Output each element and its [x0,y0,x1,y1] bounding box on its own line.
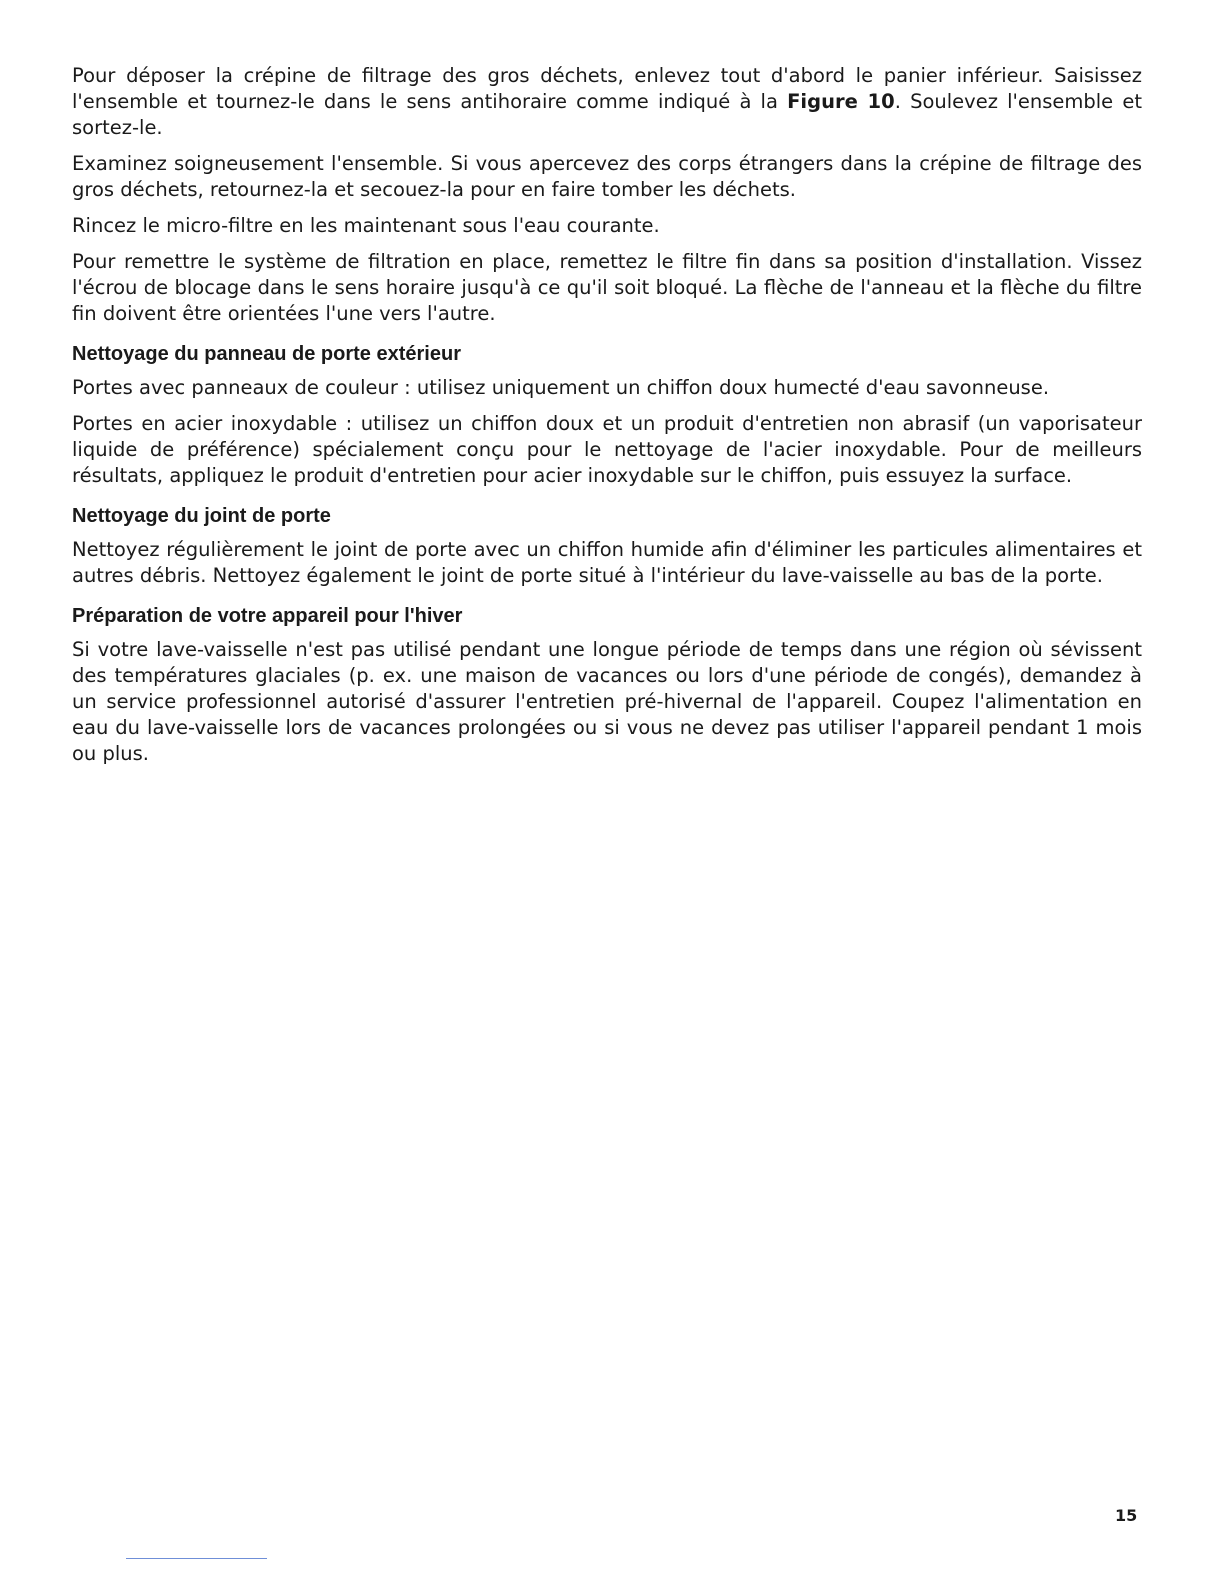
paragraph-examine-assembly: Examinez soigneusement l'ensemble. Si vous apercevez des corps étrangers dans la crépine de filtrage des gros déchets, retournez-la et secouez-la pour en faire tomber les déchets. [72,152,1142,201]
paragraph-stainless-doors: Portes en acier inoxydable : utilisez un chiffon doux et un produit d'entretien non abrasif (un vaporisateur liquide de préférence) spécialement conçu pour le nettoyage de l'acier inoxydable. Pour de meilleurs résultats, appliquez le produit d'entretien pour acier inoxydable sur le chiffon, puis essuyez la surface. [72,412,1142,487]
document-body [72,63,1142,777]
footer-divider [126,1558,267,1559]
paragraph-rinse-microfilter: Rincez le micro-filtre en les maintenant sous l'eau courante. [72,214,660,237]
paragraph-colored-doors: Portes avec panneaux de couleur : utilisez uniquement un chiffon doux humecté d'eau savonneuse. [72,376,1050,399]
paragraph-door-seal: Nettoyez régulièrement le joint de porte avec un chiffon humide afin d'éliminer les particules alimentaires et autres débris. Nettoyez également le joint de porte situé à l'intérieur du lave-vaisselle au bas de la porte. [72,538,1142,587]
figure-reference: Figure 10 [787,90,895,113]
paragraph-remove-filter-text-2: . Soulevez l'ensemble et sortez-le. [72,90,1142,139]
paragraph-remove-filter-text-1: Pour déposer la crépine de filtrage des gros déchets, enlevez tout d'abord le panier inférieur. Saisissez l'ensemble et tournez-le dans le sens antihoraire comme indiqué à la [72,64,1142,113]
paragraph-remove-filter [72,63,1142,141]
heading-door-panel: Nettoyage du panneau de porte extérieur [72,343,461,365]
page-number: 15 [1115,1506,1138,1525]
heading-door-seal: Nettoyage du joint de porte [72,505,331,527]
heading-winter-prep: Préparation de votre appareil pour l'hiver [72,605,463,627]
paragraph-reinstall-filter: Pour remettre le système de filtration en place, remettez le filtre fin dans sa position d'installation. Vissez l'écrou de blocage dans le sens horaire jusqu'à ce qu'il soit bloqué. La flèche de l'anneau et la flèche du filtre fin doivent être orientées l'une vers l'autre. [72,250,1142,325]
paragraph-winter-prep: Si votre lave-vaisselle n'est pas utilisé pendant une longue période de temps dans une région où sévissent des températures glaciales (p. ex. une maison de vacances ou lors d'une période de congés), demandez à un service professionnel autorisé d'assurer l'entretien pré-hivernal de l'appareil. Coupez l'alimentation en eau du lave-vaisselle lors de vacances prolongées ou si vous ne devez pas utiliser l'appareil pendant 1 mois ou plus. [72,638,1142,765]
